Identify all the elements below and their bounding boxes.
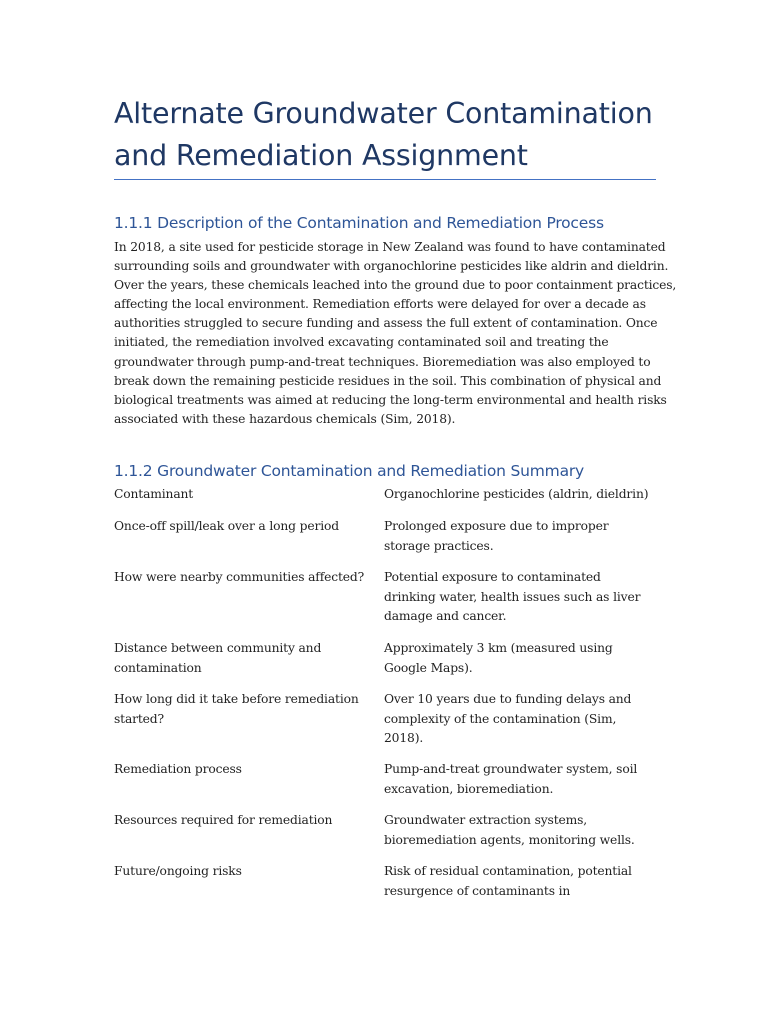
document-title: [114, 93, 674, 177]
paragraph-line: associated with these hazardous chemicals (Sim, 2018).: [114, 411, 456, 426]
title-line-2: and Remediation Assignment: [114, 139, 528, 172]
paragraph-line: initiated, the remediation involved excavating contaminated soil and treating the: [114, 335, 609, 350]
section-heading-summary: 1.1.2 Groundwater Contamination and Remediation Summary: [114, 462, 585, 480]
title-line-1: Alternate Groundwater Contamination: [114, 97, 653, 130]
row-value: Approximately 3 km (measured using Google Maps).: [384, 641, 613, 675]
paragraph-line: authorities struggled to secure funding and assess the full extent of contamination. Once: [114, 316, 658, 331]
section-heading-description: 1.1.1 Description of the Contamination and Remediation Process: [114, 214, 604, 232]
row-value: Organochlorine pesticides (aldrin, dieldrin): [384, 487, 649, 501]
row-key: How long did it take before remediation started?: [114, 692, 359, 726]
row-key: Resources required for remediation: [114, 813, 333, 827]
row-value: Prolonged exposure due to improper storage practices.: [384, 519, 609, 553]
row-key: Remediation process: [114, 762, 242, 776]
row-key: Once-off spill/leak over a long period: [114, 519, 339, 533]
row-value: Risk of residual contamination, potential resurgence of contaminants in: [384, 864, 632, 898]
paragraph-line: surrounding soils and groundwater with organochlorine pesticides like aldrin and dieldrin.: [114, 259, 669, 274]
title-underline: [114, 179, 656, 180]
row-key: Contaminant: [114, 487, 194, 501]
paragraph-line: break down the remaining pesticide residues in the soil. This combination of physical and: [114, 373, 662, 388]
row-key: Future/ongoing risks: [114, 864, 242, 878]
row-key: Distance between community and contamination: [114, 641, 322, 675]
paragraph-line: biological treatments was aimed at reducing the long-term environmental and health risks: [114, 392, 667, 407]
row-value: Potential exposure to contaminated drinking water, health issues such as liver damage and cancer.: [384, 570, 641, 623]
row-value: Pump-and-treat groundwater system, soil excavation, bioremediation.: [384, 762, 638, 796]
description-paragraph: [114, 238, 677, 429]
paragraph-line: affecting the local environment. Remediation efforts were delayed for over a decade as: [114, 297, 646, 312]
paragraph-line: Over the years, these chemicals leached into the ground due to poor containment practices,: [114, 278, 677, 293]
row-value: Over 10 years due to funding delays and complexity of the contamination (Sim, 2018).: [384, 692, 632, 745]
paragraph-line: groundwater through pump-and-treat techniques. Bioremediation was also employed to: [114, 354, 651, 369]
row-value: Groundwater extraction systems, bioremediation agents, monitoring wells.: [384, 813, 635, 847]
row-key: How were nearby communities affected?: [114, 570, 365, 584]
paragraph-line: In 2018, a site used for pesticide storage in New Zealand was found to have contaminated: [114, 240, 666, 254]
